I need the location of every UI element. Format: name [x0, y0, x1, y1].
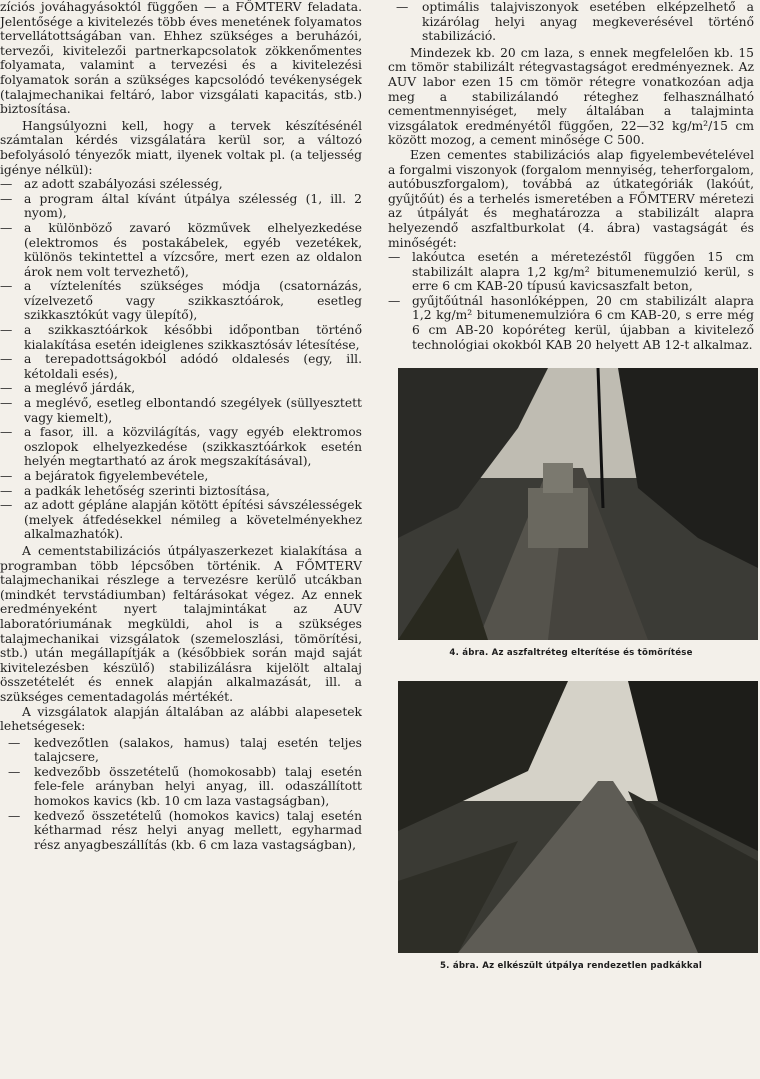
left-list-2	[0, 736, 362, 853]
list-item: — az adott szabályozási szélesség,	[0, 177, 223, 192]
list-item: — lakóutca esetén a méretezéstől függően 15 cm stabilizált alapra 1,2 kg/m² bitumenemulzió kerül, s erre 6 cm KAB-20 típusú kavicsaszfalt beton,	[388, 250, 754, 294]
figure-5-photo	[398, 681, 758, 953]
list-item: — az adott gépláne alapján kötött építési sávszélességek (melyek átfedésekkel némileg a követelményekhez alkalmazhatók).	[0, 498, 362, 542]
left-paragraph-4: A vizsgálatok alapján általában az alábbi alapesetek lehetségesek:	[0, 704, 362, 734]
right-column	[388, 0, 754, 973]
right-list	[388, 250, 754, 352]
list-item: — a meglévő, esetleg elbontandó szegélyek (süllyesztett vagy kiemelt),	[0, 396, 362, 425]
left-paragraph-3: A cementstabilizációs útpályaszerkezet kialakítása a programban több lépcsőben történik. A FŐMTERV talajmechanikai részlege a tervezésre kerülő utcákban (mindkét tervstádiumban) feltárásokat végez. Az ennek eredményeként nyert talajmintákat az AUV laboratóriumának megküldi, ahol is a szükséges talajmechanikai vizsgálatok (szemeloszlási, tömörítési, stb.) után megállapítják a (későbbiek során majd saját kivitelezésben készülő) stabilizálásra kijelölt altalaj összetételét és ennek alapján alkalmazását, ill. a szükséges cementadagolás mértékét.	[0, 543, 362, 704]
list-item: — kedvező összetételű (homokos kavics) talaj esetén kétharmad rész helyi anyag mellett, egyharmad rész anyagbeszállítás (kb. 6 cm laza vastagságban),	[8, 808, 362, 852]
list-item: — a bejáratok figyelembevétele,	[0, 469, 209, 483]
list-item: — kedvezőtlen (salakos, hamus) talaj esetén teljes talajcsere,	[8, 735, 362, 765]
list-item: — a víztelenítés szükséges módja (csatornázás, vízelvezető vagy szikkasztóárok, esetleg szikkasztókút vagy ülepítő),	[0, 279, 362, 323]
list-item: — a terepadottságokból adódó oldalesés (egy, ill. kétoldali esés),	[0, 352, 362, 381]
figure-4-photo	[398, 368, 758, 640]
list-item: — a különböző zavaró közművek elhelyezkedése (elektromos és postakábelek, egyéb vezetékek, különös tekintettel a vízcsőre, mert ezen az oldalon árok nem volt tervezhető),	[0, 220, 362, 279]
right-paragraph-1: Mindezek kb. 20 cm laza, s ennek megfelelően kb. 15 cm tömör stabilizált rétegvastagságot eredményeznek. Az AUV labor ezen 15 cm tömör rétegre vonatkozóan adja meg a stabilizálandó réteghez felhasználható cementmennyiséget, mely általában a talajminta vizsgálatok eredményétől függően, 22—32 kg/m²/15 cm között mozog, a cement minősége C 500.	[388, 45, 754, 148]
right-list-top	[388, 0, 754, 44]
left-paragraph-2: Hangsúlyozni kell, hogy a tervek készítésénél számtalan kérdés vizsgálatára kerül sor, a változó befolyásoló tényezők miatt, ilyenek voltak pl. (a teljesség igénye nélkül):	[0, 118, 362, 177]
list-item: — a program által kívánt útpálya szélesség (1, ill. 2 nyom),	[0, 191, 362, 221]
left-list-1	[0, 177, 362, 542]
right-paragraph-2: Ezen cementes stabilizációs alap figyelembevételével a forgalmi viszonyok (forgalom mennyiség, teherforgalom, autóbuszforgalom), továbbá az útkategóriák (lakóút, gyűjtőút) és a terhelés ismeretében a FŐMTERV méretezi az útpályát és meghatározza a stabilizált alapra helyezendő aszfaltburkolat (4. ábra) vastagságát és minőségét:	[388, 147, 754, 250]
left-paragraph-1: zíciós jováhagyásoktól függően — a FŐMTERV feladata. Jelentősége a kivitelezés több éves menetének folyamatos tervellátottságában van. Ehhez szükséges a beruházói, tervezői, kivitelezői partnerkapcsolatok zökkenőmentes folyamata, valamint a tervezési és a kivitelezési folyamatok során a szükséges kapcsolódó tevékenységek (talajmechanikai feltáró, labor vizsgálati kapacitás, stb.) biztosítása.	[0, 0, 362, 117]
figure-4-caption: 4. ábra. Az aszfaltréteg elterítése és tömörítése	[449, 648, 693, 659]
figure-5	[388, 681, 754, 974]
left-column	[0, 0, 362, 852]
list-item: — a fasor, ill. a közvilágítás, vagy egyéb elektromos oszlopok elhelyezkedése (szikkasztóárkok esetén helyén megtartható az árok megszakításával),	[0, 425, 362, 469]
list-item: — optimális talajviszonyok esetében elképzelhető a kizárólag helyi anyag megkeverésével történő stabilizáció.	[396, 0, 754, 44]
list-item: — gyűjtőútnál hasonlóképpen, 20 cm stabilizált alapra 1,2 kg/m² bitumenemulzióra 6 cm KAB-20, s erre még 6 cm AB-20 kopóréteg kerül, újabban a kivitelező technológiai okokból KAB 20 helyett AB 12-t alkalmaz.	[388, 293, 754, 352]
list-item: — a szikkasztóárkok későbbi időpontban történő kialakítása esetén ideiglenes szikkasztósáv létesítése,	[0, 323, 362, 352]
list-item: — a padkák lehetőség szerinti biztosítása,	[0, 483, 270, 498]
list-item: — a meglévő járdák,	[0, 381, 136, 396]
list-item: — kedvezőbb összetételű (homokosabb) talaj esetén fele-fele arányban helyi anyag, ill. odaszállított homokos kavics (kb. 10 cm laza vastagságban),	[8, 764, 362, 809]
figure-5-caption: 5. ábra. Az elkészült útpálya rendezetlen padkákkal	[440, 960, 702, 971]
figure-4	[388, 368, 754, 661]
